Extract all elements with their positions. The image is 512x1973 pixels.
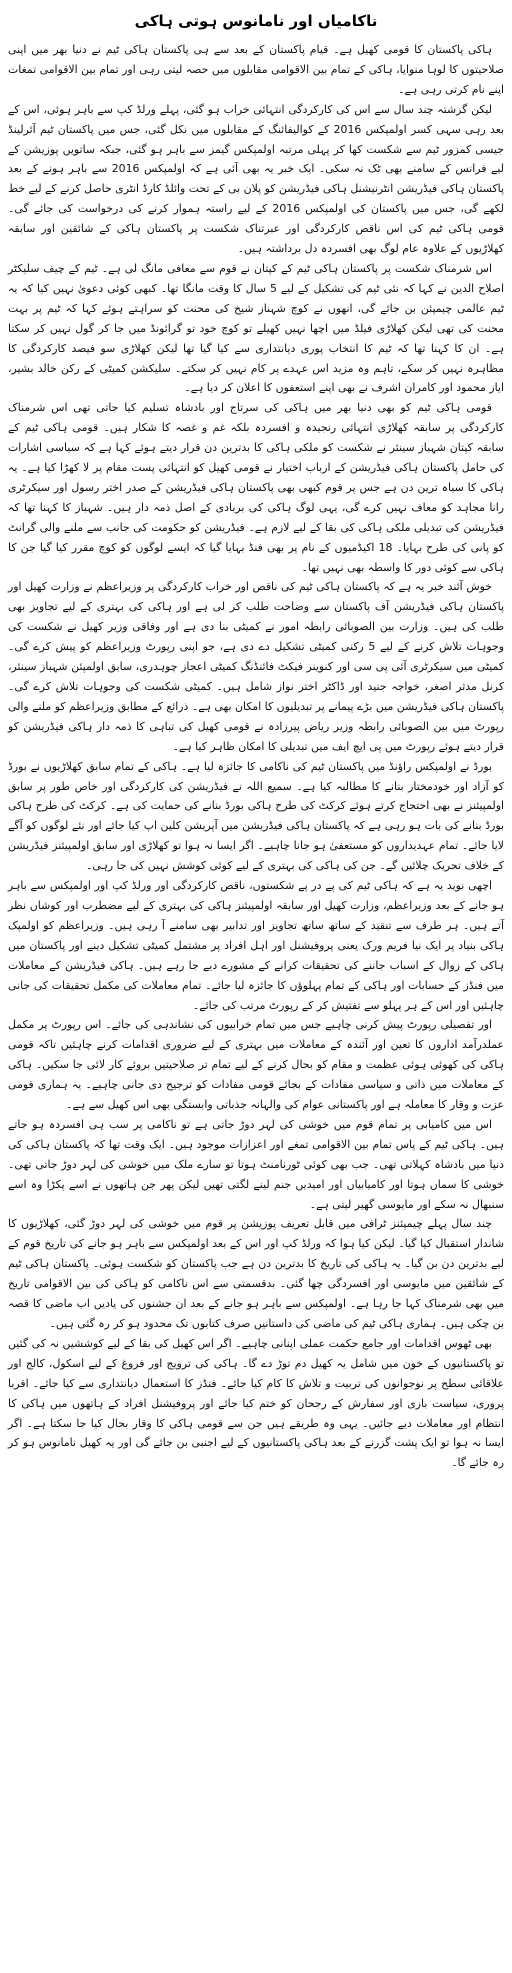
paragraph: خوش آئند خبر یہ ہے کہ پاکستان ہاکی ٹیم کی ناقص اور خراب کارکردگی پر وزیراعظم نے وزارت کھیل اور پاکستان ہاکی فیڈریشن آف پاکستان سے وضاحت طلب کر لی ہے اور ہاکی کی بہتری کے لیے تجاویز بھی طلب کی ہیں۔ وزارت بین الصوبائی رابطہ امور نے کمیٹی بنا دی ہے اور وفاقی وزیر کھیل نے شکست کی وجوہات تلاش کرنے کے لیے 5 رکنی کمیٹی تشکیل دے دی ہے، جو اپنی رپورٹ وزیراعظم کو پیش کرے گی۔ کمیٹی میں سیکرٹری آئی پی سی اور کنوینر فیکٹ فائنڈنگ کمیٹی اعجاز چوہدری، سابق اولمپئن شہباز سینئر، کرنل مدثر اصغر، خواجہ جنید اور ڈاکٹر اختر نواز شامل ہیں۔ کمیٹی شکست کی وجوہات تلاش کرے گی۔ پاکستان ہاکی فیڈریشن میں بڑے پیمانے پر تبدیلیوں کا امکان بھی ہے۔ ذرائع کے مطابق وزیراعظم کو ملنے والی رپورٹ میں بین الصوبائی رابطہ وزیر ریاض پیرزادہ نے قومی کھیل کی تباہی کا ذمہ دار ہاکی فیڈریشن کو قرار دیتے ہوئے رپورٹ میں پی ایچ ایف میں تبدیلی کا امکان ظاہر کیا ہے۔ [8,580,504,753]
paragraph: ہاکی پاکستان کا قومی کھیل ہے۔ قیام پاکستان کے بعد سے ہی پاکستان ہاکی ٹیم نے دنیا بھر میں اپنی صلاحیتوں کا لوہا منوایا، ہاکی کے تمام بین الاقوامی مقابلوں میں حصہ لیتی رہی اور تمام بین الاقوامی تمغات اپنے نام کرتی رہی ہے۔ [8,43,504,96]
paragraph: اچھی نوید یہ ہے کہ ہاکی ٹیم کی پے در پے شکستوں، ناقص کارکردگی اور ورلڈ کپ اور اولمپکس سے باہر ہو جانے کے بعد وزیراعظم، وزارت کھیل اور سابقہ اولمپیئنز ہاکی کی بہتری کے لیے مضطرب اور کوشاں نظر آتے ہیں۔ ہر طرف سے تنقید کے ساتھ ساتھ تجاویز اور تدابیر بھی سامنے آ رہی ہیں۔ وزیراعظم کو اولمپک ہاکی بنیاد پر ایک نیا فریم ورک یعنی پروفیشنل اور اہل افراد پر مشتمل کمیٹی تشکیل دینے اور پاکستان میں ہاکی کے زوال کے اسباب جاننے کی تحقیقات کرانے کے مشورے دیے جا رہے ہیں۔ ہاکی فیڈریشن کے معاملات میں فنڈز کے حسابات اور ہاکی کے تمام پہلوؤں کا جائزہ لیا جائے۔ تمام معاملات کی مکمل تحقیقات کی جانی چاہئیں اور اس کے ہر پہلو سے تفتیش کر کے رپورٹ مرتب کی جائے۔ [8,879,504,1012]
paragraph: لیکن گزشتہ چند سال سے اس کی کارکردگی انتہائی خراب ہو گئی، پہلے ورلڈ کپ سے باہر ہوئی، اس کے بعد رہی سہی کسر اولمپکس 2016 کے کوالیفائنگ کے مقابلوں میں نکل گئی، جس میں پاکستان ٹیم آئرلینڈ جیسی کمزور ٹیم سے شکست کھا کر پہلی مرتبہ اولمپکس گیمز سے باہر ہو گئی، جبکہ ساتویں پوزیشن کے لیے فرانس کے سامنے بھی ٹک نہ سکی۔ ایک خبر یہ بھی آئی ہے کہ اولمپکس 2016 سے باہر ہونے کے بعد پاکستان ہاکی فیڈریشن انٹرنیشنل ہاکی فیڈریشن کو پلان بی کے تحت وائلڈ کارڈ انٹری حاصل کرنے کے لیے خط لکھے گی، جس میں پاکستان کی اولمپکس 2016 کے لیے راستہ ہموار کرنے کی درخواست کی جائے گی۔ قومی ہاکی ٹیم کی اس ناقص کارکردگی اور عبرتناک شکست پر پاکستان ہاکی کے شائقین اور سابقہ کھلاڑیوں کے علاوہ عام لوگ بھی افسردہ دل برداشتہ ہیں۔ [8,102,505,256]
paragraph: بھی ٹھوس اقدامات اور جامع حکمت عملی اپنانی چاہیے۔ اگر اس کھیل کی بقا کے لیے کوششیں نہ کی گئیں تو پاکستانیوں کے خون میں شامل یہ کھیل دم توڑ دے گا۔ ہاکی کی ترویج اور فروغ کے لیے اسکول، کالج اور علاقائی سطح پر نوجوانوں کی تربیت و تلاش کا کام کیا جائے۔ فنڈز کا استعمال دیانتداری سے کیا جائے۔ اقربا پروری، سیاست بازی اور سفارش کے رجحان کو ختم کیا جائے اور پروفیشنل افراد کے ہاتھوں میں ہاکی کا انتظام اور معاملات دیے جائیں۔ یہی وہ طریقے ہیں جن سے قومی ہاکی کا وقار بحال کیا جا سکتا ہے۔ اگر ایسا نہ ہوا تو ایک پشت گزرنے کے بعد ہاکی پاکستانیوں کے لیے اجنبی بن جائے گی اور یہ کھیل نامانوس ہو کر رہ جائے گا۔ [8,1336,504,1470]
paragraph: اس میں کامیابی پر تمام قوم میں خوشی کی لہر دوڑ جاتی ہے تو ناکامی پر سب ہی افسردہ ہو جاتے ہیں۔ ہاکی ٹیم کے پاس تمام بین الاقوامی تمغے اور اعزازات موجود ہیں۔ ایک وقت تھا کہ پاکستان ہاکی کی دنیا میں بادشاہ کہلاتی تھی۔ جب بھی کوئی ٹورنامنٹ ہوتا تو سارے ملک میں خوشی کی لہر دوڑ جاتی تھی۔ خوشی کا سماں ہوتا اور کامیابیاں اور امیدیں جنم لینے لگتی تھیں لیکن پھر جن ہاتھوں نے اسے پکڑا وہ اسے سنبھال نہ سکے اور مایوسی گھیر لیتی ہے۔ [8,1117,504,1211]
article-body [8,40,504,1473]
paragraph: چند سال پہلے چیمپئنز ٹرافی میں قابل تعریف پوزیشن پر قوم میں خوشی کی لہر دوڑ گئی، کھلاڑیوں کا شاندار استقبال کیا گیا۔ لیکن کیا ہوا کہ ورلڈ کپ اور اس کے بعد اولمپکس سے باہر ہو جانے کی تاریخ قوم کے لیے بدترین دن بن گیا۔ یہ ہاکی کی تاریخ کا بدترین دن ہے جب پاکستان کو شکست ہوئی۔ پاکستان ہاکی ٹیم کے شائقین میں مایوسی اور افسردگی چھا گئی۔ بدقسمتی سے اس ناکامی کو ہاکی کی بین الاقوامی تاریخ میں بھی شرمناک کہا جا رہا ہے۔ اولمپکس سے باہر ہو جانے کے بعد ان جشنوں کی یادیں اب ماضی کا قصہ بن چکی ہیں۔ ہماری ہاکی ٹیم کی ماضی کی داستانیں صرف کتابوں تک محدود ہو کر رہ گئی ہیں۔ [8,1217,504,1330]
paragraph: قومی ہاکی ٹیم کو بھی دنیا بھر میں ہاکی کی سرتاج اور بادشاہ تسلیم کیا جاتی تھی اس شرمناک کارکردگی پر سابقہ کھلاڑی انتہائی رنجیدہ و افسردہ بلکہ غم و غصہ کا شکار ہیں۔ قومی ہاکی ٹیم کے سابقہ کپتان شہباز سینئر نے شکست کو ملکی ہاکی کا بدترین دن قرار دیتے ہوئے کہا ہے کہ سیاسی اشارات کی حامل پاکستان ہاکی فیڈریشن کے ارباب اختیار نے قومی کھیل کو انتہائی پست مقام پر لا کھڑا کیا ہے۔ یہ ہاکی کا سیاہ ترین دن ہے جس پر قوم کبھی بھی پاکستان ہاکی فیڈریشن کے صدر اختر رسول اور سیکرٹری رانا مجاہد کو معاف نہیں کرے گی، یہی لوگ ہاکی کی بربادی کے اصل ذمہ دار ہیں۔ شہباز کا کہنا تھا کہ فیڈریشن کی تبدیلی ملکی ہاکی کی بقا کے لیے لازم ہے۔ فیڈریشن کو حکومت کی جانب سے ملنے والی گرانٹ کو پانی کی طرح بہایا۔ 18 اکیڈمیوں کے نام پر بھی فنڈ بہایا گیا کہ ایسے لوگوں کو کوچ مقرر کیا گیا جن کا ہاکی سے کوئی دور کا واسطہ بھی نہیں تھا۔ [8,401,504,574]
paragraph: اس شرمناک شکست پر پاکستان ہاکی ٹیم کے کپتان نے قوم سے معافی مانگ لی ہے۔ ٹیم کے چیف سلیکٹر اصلاح الدین نے کہا کہ نئی ٹیم کی تشکیل کے لیے 5 سال کا وقت مانگا تھا۔ کبھی کوئی دعویٰ نہیں کیا کہ یہ ٹیم عالمی چیمپئن بن جائے گی، انھوں نے کوچ شہناز شیخ کی محنت کو سراہتے ہوئے کہا کہ ٹیم پر بہت محنت کی تھی لیکن کھلاڑی فیلڈ میں اچھا نہیں کھیلے تو کوچ خود تو گرائونڈ میں جا کر گول نہیں کر سکتا ہے۔ ان کا کہنا تھا کہ ٹیم کا انتخاب پوری دیانتداری سے کیا گیا تھا لیکن کھلاڑی سو فیصد کارکردگی کا مظاہرہ نہیں کر سکے، تاہم وہ مزید اس عہدے پر کام نہیں کر سکتے۔ سلیکشن کمیٹی کے رکن خالد بشیر، ایاز محمود اور کامران اشرف نے بھی اپنے استعفوں کا اعلان کر دیا ہے۔ [8,261,504,395]
article-headline: ناکامیاں اور نامانوس ہوتی ہاکی [134,12,378,30]
paragraph: بورڈ نے اولمپکس راؤنڈ میں پاکستان ٹیم کی ناکامی کا جائزہ لیا ہے۔ ہاکی کے تمام سابق کھلاڑیوں نے بورڈ کو آزاد اور خودمختار بنانے کا مطالبہ کیا ہے۔ سمیع اللہ نے فیڈریشن کی کارکردگی اور خاص طور پر سابق اولمپیئنز نے بھی احتجاج کرتے ہوئے کرکٹ کی طرح ہاکی بورڈ بنانے کی حمایت کی ہے۔ کرکٹ کی طرح ہاکی بورڈ بنانے کی بات ہو رہی ہے کہ پاکستان ہاکی فیڈریشن میں آپریشن کلین اپ کیا جائے اور نئے لوگوں کو آگے لایا جائے۔ تمام عہدیداروں کو مستعفیٰ ہو جانا چاہیے۔ اگر ایسا نہ ہوا تو کھلاڑی اور سابق اولمپیئنز فیڈریشن کے خلاف تحریک چلائیں گے۔ جن کی ہاکی کی بہتری کے لیے کوئی کوشش نہیں کی جا رہی۔ [8,759,504,873]
paragraph: اور تفصیلی رپورٹ پیش کرنی چاہیے جس میں تمام خرابیوں کی نشاندہی کی جائے۔ اس رپورٹ پر مکمل عملدرآمد اداروں کا تعین اور آئندہ کے معاملات میں بہتری کے لیے ضروری اقدامات کرنے چاہئیں تاکہ قومی ہاکی کی کھوئی ہوئی عظمت و مقام کو بحال کرنے کے لیے تمام تر صلاحیتیں بروئے کار لائی جا سکیں۔ ہاکی کے معاملات میں ذاتی و سیاسی مفادات کے بجائے قومی مفادات کو ترجیح دی جانی چاہیے۔ یہ ہماری قومی عزت و وقار کا معاملہ ہے اور پاکستانی عوام کی والہانہ جذباتی وابستگی بھی اس کھیل سے ہے۔ [8,1018,504,1112]
